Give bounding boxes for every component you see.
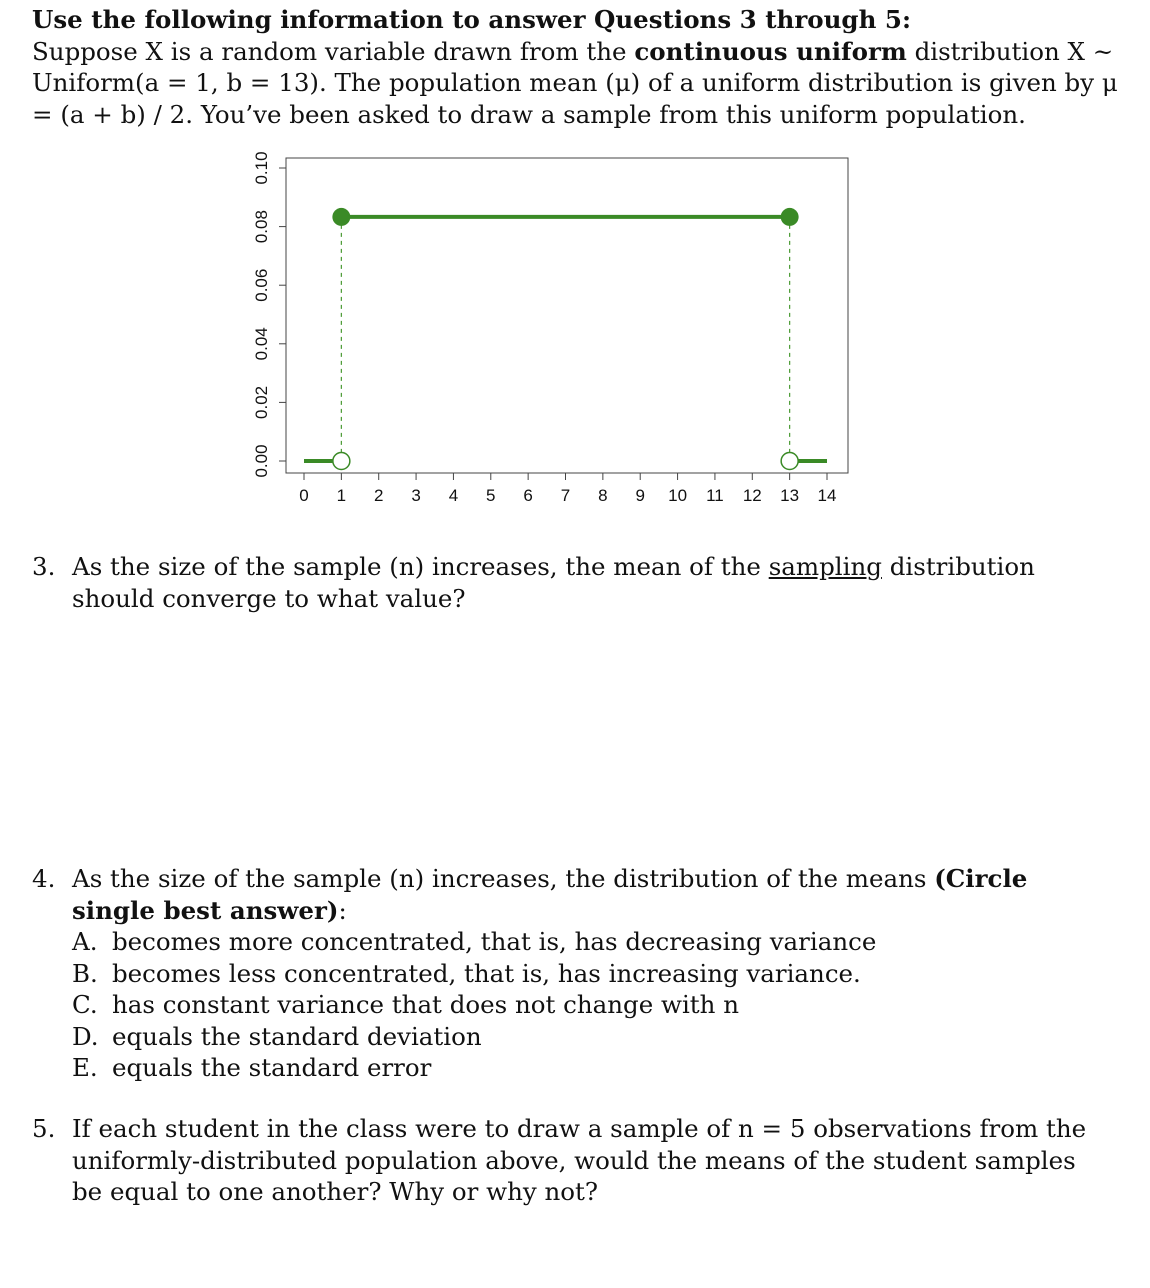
x-tick-label: 3 [411, 486, 421, 505]
option-a-letter: A. [72, 927, 98, 956]
intro-bold-distribution: continuous uniform [634, 36, 907, 66]
question-3-text-2: distribution should converge to what value? [72, 552, 1035, 613]
intro-text-2: distribution X ~ Uniform(a = 1, b = 13). The population mean (μ) of a uniform distribution is given by μ = (a + b) / 2. You’ve been asked to draw a sample from this uniform population. [32, 36, 1118, 129]
question-3-text [72, 551, 1112, 614]
x-tick-label: 2 [373, 486, 384, 505]
x-tick-label: 10 [668, 486, 688, 505]
x-tick-label: 1 [336, 486, 347, 505]
option-e-letter: E. [72, 1053, 98, 1082]
question-4-text-2: : [338, 895, 347, 925]
option-d-text: equals the standard deviation [112, 1021, 482, 1051]
option-a-text: becomes more concentrated, that is, has decreasing variance [112, 927, 877, 956]
y-tick-label: 0.08 [252, 210, 271, 244]
x-tick-label: 6 [523, 486, 533, 505]
y-tick-label: 0.00 [252, 444, 271, 478]
question-3-text-1: As the size of the sample (n) increases, the mean of the [72, 552, 769, 581]
closed-endpoint [781, 208, 799, 226]
question-4-text [72, 863, 1112, 926]
question-4-options [72, 926, 1112, 1084]
y-tick-label: 0.02 [252, 385, 271, 419]
question-5-text: If each student in the class were to draw a sample of n = 5 observations from the uniformly-distributed population above, would the means of the student samples be equal to one another? Why or why not? [72, 1114, 1087, 1206]
x-tick-label: 4 [448, 486, 459, 505]
option-b[interactable] [72, 958, 1112, 990]
y-tick-label: 0.06 [252, 268, 271, 302]
option-e-text: equals the standard error [112, 1053, 432, 1082]
x-tick-label: 8 [598, 486, 608, 505]
option-d[interactable] [72, 1021, 1112, 1053]
x-tick-label: 12 [742, 486, 762, 505]
option-c[interactable] [72, 989, 1112, 1021]
option-b-letter: B. [72, 958, 98, 988]
question-5-number: 5. [32, 1114, 56, 1143]
option-c-text: has constant variance that does not change with n [112, 990, 739, 1019]
question-4-bold: (Circle single best answer) [72, 864, 1028, 925]
uniform-pdf-chart [0, 0, 1150, 520]
closed-endpoint [332, 208, 350, 226]
question-5 [32, 1113, 1112, 1208]
question-4-number: 4. [32, 864, 56, 893]
option-b-text: becomes less concentrated, that is, has increasing variance. [112, 958, 861, 988]
x-tick-label: 11 [706, 486, 724, 505]
option-d-letter: D. [72, 1021, 99, 1051]
x-tick-label: 13 [780, 486, 800, 505]
question-3 [32, 551, 1112, 614]
question-3-number: 3. [32, 552, 56, 581]
option-c-letter: C. [72, 990, 98, 1019]
option-a[interactable] [72, 926, 1112, 958]
option-e[interactable] [72, 1052, 1112, 1084]
question-3-underlined: sampling [768, 552, 882, 581]
open-endpoint [781, 453, 798, 470]
x-tick-label: 9 [635, 486, 645, 505]
x-tick-label: 14 [817, 486, 837, 505]
y-tick-label: 0.04 [252, 327, 271, 361]
open-endpoint [333, 453, 350, 470]
x-tick-label: 7 [560, 486, 571, 505]
question-4 [32, 863, 1112, 1084]
y-tick-label: 0.10 [252, 151, 271, 185]
x-tick-label: 5 [486, 486, 496, 505]
question-4-text-1: As the size of the sample (n) increases, the distribution of the means [72, 864, 935, 893]
intro-heading: Use the following information to answer Questions 3 through 5: [32, 5, 911, 34]
plot-frame [286, 158, 848, 473]
x-tick-label: 0 [299, 486, 309, 505]
intro-text-1: Suppose X is a random variable drawn from the [32, 36, 635, 66]
